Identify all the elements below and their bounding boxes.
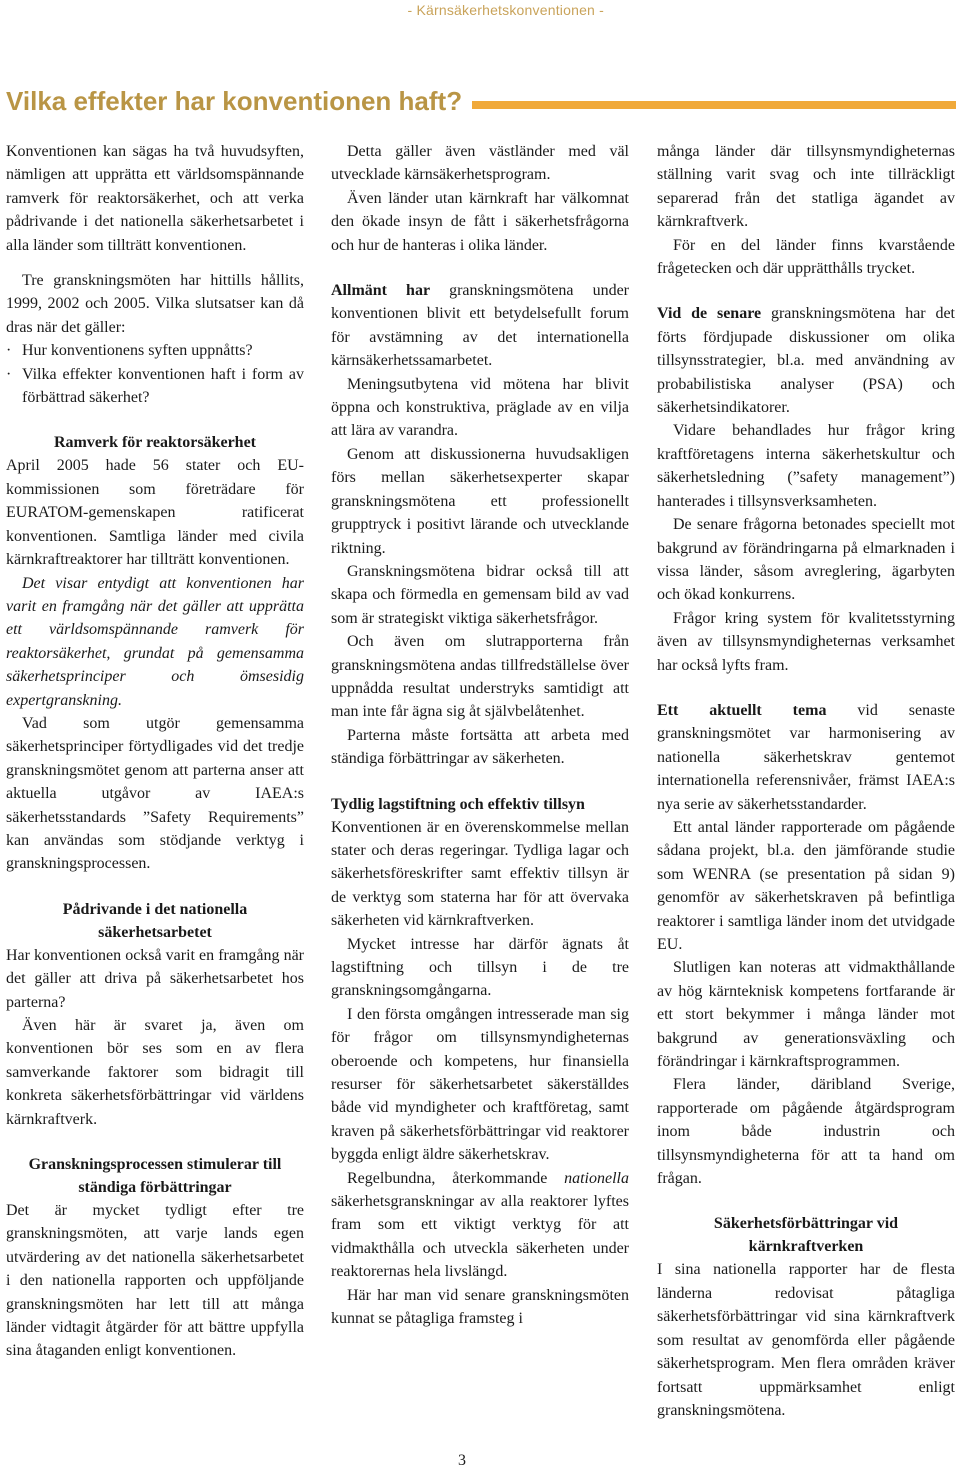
paragraph-text: säkerhetsgranskningar av alla reaktorer lyftes fram som ett viktigt verktyg för att vidmakthålla och utveckla säkerheten under reaktorernas hela livslängd. — [331, 1193, 629, 1281]
paragraph: I den första omgången intresserade man sig för frågor om tillsynsmyndigheternas oberoende och kompetens, hur finansiella resurser för säkerhetsarbetet säkerställdes både vid myndigheter och kraftföretag, samt kraven på säkerhetsförbättringar vid reaktorer byggda enligt äldre säkerhetskrav. — [331, 1005, 629, 1164]
paragraph: Även här är svaret ja, även om konventionen bör ses som en av flera samverkande faktorer som bidragit till konkreta säkerhetsförbättringar vid världens kärnkraftverk. — [6, 1017, 304, 1128]
paragraph: Konventionen är en överenskommelse mellan stater och deras regeringar. Tydliga lagar och säkerhetsföreskrifter samt effektiv tillsyn är de verktyg som staterna har för att övervaka säkerheten vid kärnkraftverken. — [331, 818, 629, 930]
paragraph: Vad som utgör gemensamma säkerhetsprinciper förtydligades vid det tredje granskningsmötet genom att parterna anser att aktuella utgåvor av IAEA:s säkerhetsstandards ”Safety Requirements” kan användas som stödjande verktyg i granskningsprocessen. — [6, 714, 304, 873]
paragraph: Frågor kring system för kvalitetsstyrning även av tillsynsmyndigheternas verksamhet har också lyfts fram. — [657, 609, 955, 674]
lead-in: Vid de senare — [657, 305, 762, 323]
section-heading: Säkerhetsförbättringar vid kärnkraftverken — [713, 1215, 899, 1256]
paragraph: Slutligen kan noteras att vidmakthållande av hög kärnteknisk kompetens fortfarande är ett stort bekymmer i många länder mot bakgrund av generationsväxling och förändringar i kärnkraftsprogrammen. — [657, 959, 955, 1071]
paragraph: Konventionen kan sägas ha två huvudsyften, nämligen att upprätta ett världsomspännande ramverk för reaktorsäkerhet, och att verka pådrivande i det nationella säkerhetsarbetet i alla länder som tillträtt konventionen. — [6, 143, 304, 254]
paragraph — [657, 699, 955, 816]
title-row — [6, 86, 956, 117]
paragraph: De senare frågorna betonades speciellt mot bakgrund av förändringarna på elmarknaden i vissa länder, såsom avreglering, ägarbyten och ökad konkurrens. — [657, 516, 955, 604]
bullet-dot-icon: · — [6, 365, 12, 383]
section-heading: Pådrivande i det nationella säkerhetsarbetet — [62, 900, 248, 941]
paragraph-text: granskningsmötena har det förts fördjupade diskussioner om olika tillsynsstrategier, bl.a. med användning av probabilistiska analyser (PSA) och säkerhetsindikatorer. — [657, 305, 955, 417]
paragraph: Mycket intresse har därför ägnats åt lagstiftning och tillsyn i de tre granskningsomgångarna. — [331, 935, 629, 1000]
page-number: 3 — [458, 1452, 466, 1469]
paragraph: April 2005 hade 56 stater och EU-kommissionen som företrädare för EURATOM-gemenskapen ratificerat konventionen. Samtliga länder med civila kärnkraftreaktorer har tillträtt konventionen. — [6, 457, 304, 569]
title-rule — [472, 101, 956, 109]
paragraph-text: vid senaste granskningsmötet var harmonisering av nationella säkerhetskrav gentemot internationella referensnivåer, främst IAEA:s nya serie av säkerhetsstandarder. — [657, 701, 955, 813]
paragraph: Granskningsmötena bidrar också till att skapa och förmedla en gemensam bild av vad som är strategiskt viktiga säkerhetsfrågor. — [331, 562, 629, 627]
paragraph: Det är mycket tydligt efter tre granskningsmöten, att varje lands egen utvärdering av det nationella säkerhetsarbetet i den nationella rapporten och uppföljande granskningsmöten har lett till att många länder vidtagit åtgärder för att bättre uppfylla sina åtaganden enligt konventionen. — [6, 1202, 304, 1360]
paragraph: många länder där tillsynsmyndigheternas ställning varit svag och inte tillräckligt separerad från det statliga ägandet av kärnkraftverk. — [657, 143, 955, 231]
bullet-text: Vilka effekter konventionen haft i form av förbättrad säkerhet? — [22, 365, 304, 407]
lead-in: Ett aktuellt tema — [657, 701, 827, 719]
paragraph: Ett antal länder rapporterade om pågående sådana projekt, bl.a. den jämförande studie som WENRA (se presentation på sidan 9) genomför av säkerhetskraven på befintliga reaktorer i samtliga länder inom det utvidgade EU. — [657, 818, 955, 953]
paragraph: Flera länder, däribland Sverige, rapporterade om pågående åtgärdsprogram inom både industrin och tillsynsmyndigheterna för att ta hand om frågan. — [657, 1076, 955, 1188]
paragraph-italic: Det visar entydigt att konventionen har varit en framgång när det gäller att upprätta ett världsomspännande ramverk för reaktorsäkerhet, grundat på gemensamma säkerhetsprinciper och ömsesidig expertgranskning. — [6, 574, 304, 709]
bullet-item — [6, 363, 304, 410]
bullet-dot-icon: · — [6, 342, 12, 360]
paragraph: Detta gäller även västländer med väl utvecklade kärnsäkerhetsprogram. — [331, 143, 629, 184]
italic-word: nationella — [564, 1169, 629, 1187]
section-heading: Granskningsprocessen stimulerar till ständiga förbättringar — [28, 1156, 282, 1197]
column-1 — [6, 140, 304, 1363]
paragraph: I sina nationella rapporter har de flesta länderna redovisat påtagliga säkerhetsförbättringar vid sina kärnkraftverk som resultat av genomförda eller pågående säkerhetsprogram. Men flera områden kräver fortsatt uppmärksamhet enligt granskningsmötena. — [657, 1261, 955, 1419]
bullet-item — [6, 339, 304, 362]
paragraph: Och även om slutrapporterna från granskningsmötena andas tillfredställelse över uppnådda resultat understryks samtidigt att man inte får ägna sig åt självbelåtenhet. — [331, 633, 629, 721]
column-2 — [331, 140, 629, 1331]
paragraph: För en del länder finns kvarstående frågetecken och där upprätthålls trycket. — [657, 236, 955, 278]
running-header: - Kärnsäkerhetskonventionen - — [407, 2, 604, 18]
paragraph: Genom att diskussionerna huvudsakligen förs mellan säkerhetsexperter skapar granskningsmötena ett professionellt grupptryck i positivt lärande och utvecklande riktning. — [331, 445, 629, 557]
section-heading: Tydlig lagstiftning och effektiv tillsyn — [331, 795, 585, 813]
paragraph-text: Regelbundna, återkommande — [347, 1169, 565, 1187]
bullet-text: Hur konventionens syften uppnåtts? — [22, 342, 253, 360]
paragraph: Meningsutbytena vid mötena har blivit öppna och konstruktiva, präglade av en vilja att lära av varandra. — [331, 375, 629, 440]
paragraph: Här har man vid senare granskningsmöten kunnat se påtagliga framsteg i — [331, 1286, 629, 1328]
section-heading: Ramverk för reaktorsäkerhet — [53, 434, 257, 452]
paragraph: Har konventionen också varit en framgång när det gäller att driva på säkerhetsarbetet hos parterna? — [6, 946, 304, 1011]
column-3 — [657, 140, 955, 1422]
paragraph — [331, 279, 629, 373]
paragraph: Tre granskningsmöten har hittills hållits, 1999, 2002 och 2005. Vilka slutsatser kan då dras när det gäller: — [6, 272, 304, 336]
paragraph — [331, 1167, 629, 1284]
paragraph: Även länder utan kärnkraft har välkomnat den ökade insyn de fått i säkerhetsfrågorna och hur de hanteras i olika länder. — [331, 189, 629, 254]
page-title: Vilka effekter har konventionen haft? — [6, 86, 463, 116]
paragraph — [657, 302, 955, 419]
paragraph-text: granskningsmötena under konventionen blivit ett betydelsefullt forum för avstämning av det internationella kärnsäkerhetssamarbetet. — [331, 282, 629, 370]
paragraph: Parterna måste fortsätta att arbeta med ständiga förbättringar av säkerheten. — [331, 726, 629, 768]
lead-in: Allmänt har — [331, 282, 431, 300]
paragraph: Vidare behandlades hur frågor kring kraftföretagens interna säkerhetskultur och säkerhetsledning (”safety management”) hanterades i tillsynsverksamheten. — [657, 422, 955, 510]
